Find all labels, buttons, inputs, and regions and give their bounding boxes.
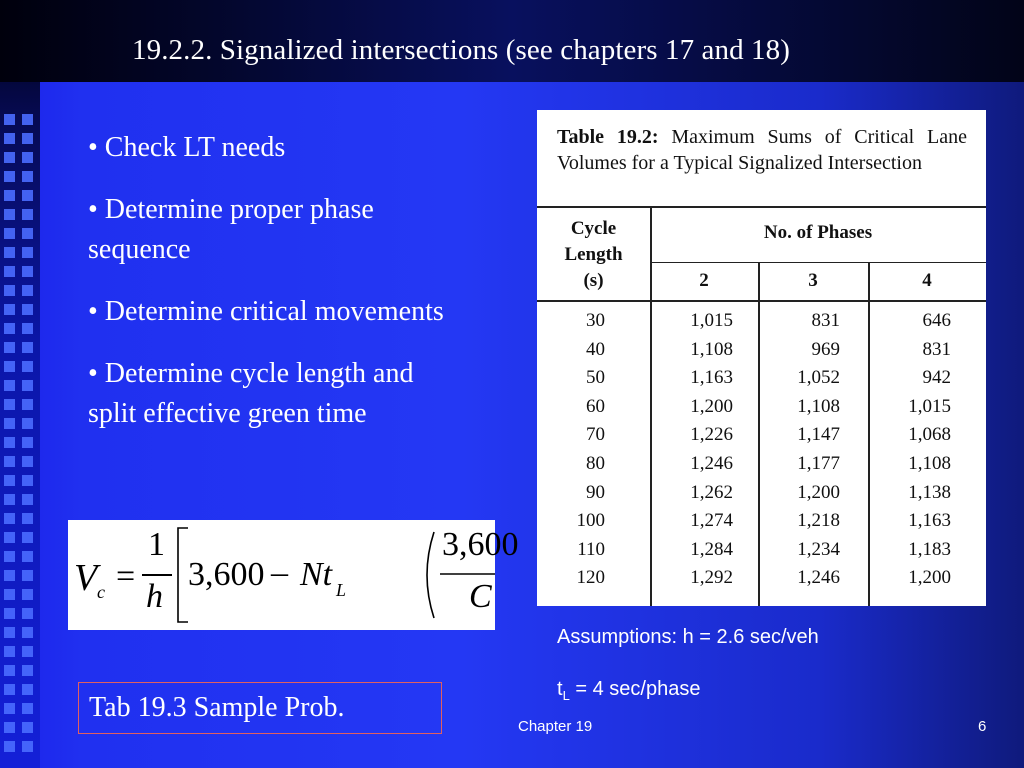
- decorative-dot: [4, 532, 15, 543]
- decorative-dot: [22, 209, 33, 220]
- decorative-dot: [22, 684, 33, 695]
- decorative-dot: [4, 741, 15, 752]
- table-cell-value: 1,108: [908, 453, 951, 474]
- header-cycle-length: [537, 216, 650, 294]
- decorative-dot: [4, 323, 15, 334]
- decorative-dot: [22, 380, 33, 391]
- formula-frac-num: 1: [148, 526, 165, 563]
- table-col-divider-2: [758, 262, 760, 606]
- decorative-dot: [22, 285, 33, 296]
- decorative-dot: [4, 228, 15, 239]
- decorative-dot: [22, 722, 33, 733]
- decorative-dot: [4, 152, 15, 163]
- table-cell-value: 1,234: [797, 538, 840, 560]
- footer-chapter: Chapter 19: [518, 718, 593, 735]
- formula-v-sub: c: [97, 582, 105, 602]
- table-rule-top: [537, 206, 986, 208]
- formula-t-sub: L: [336, 580, 347, 600]
- decorative-dot: [22, 513, 33, 524]
- decorative-dot: [4, 133, 15, 144]
- formula-frac-den: h: [146, 578, 163, 615]
- table-cell-cycle: 90: [586, 481, 605, 503]
- table-cell-value: 1,200: [690, 395, 733, 417]
- table-cell-value: 1,138: [908, 481, 951, 503]
- decorative-dot: [4, 171, 15, 182]
- decorative-dot: [4, 475, 15, 486]
- table-cell-value: 1,163: [908, 510, 951, 532]
- table-caption: [557, 124, 967, 176]
- header-phase-2: 2: [699, 270, 709, 291]
- bullet-item: • Determine cycle length and split effective green time: [88, 358, 414, 429]
- bullet-list: [88, 128, 468, 456]
- table-cell-cycle: 60: [586, 395, 605, 417]
- formula-minus: –: [271, 554, 288, 591]
- decorative-dot: [4, 608, 15, 619]
- decorative-dot: [4, 399, 15, 410]
- decorative-dot: [22, 741, 33, 752]
- decorative-dot: [4, 627, 15, 638]
- decorative-dot: [22, 456, 33, 467]
- formula-n-t: Nt: [300, 556, 333, 593]
- formula-equals: =: [116, 558, 136, 595]
- decorative-dot: [22, 247, 33, 258]
- decorative-dot: [22, 228, 33, 239]
- table-cell-value: 1,246: [690, 453, 733, 474]
- decorative-dot: [22, 190, 33, 201]
- table-cell-cycle: 110: [577, 538, 605, 560]
- table-cell-cycle: 70: [586, 424, 605, 446]
- decorative-dot: [4, 361, 15, 372]
- decorative-dot: [4, 342, 15, 353]
- table-cell-value: 1,015: [908, 395, 951, 417]
- table-cell-value: 1,108: [797, 395, 840, 417]
- decorative-dot: [4, 380, 15, 391]
- table-cell-value: 969: [811, 338, 840, 360]
- assumption-t-sub: L: [562, 688, 570, 703]
- dot-column-right: [22, 114, 34, 760]
- table-cell-value: 1,183: [908, 538, 951, 560]
- decorative-dot: [4, 513, 15, 524]
- formula-v: V: [74, 557, 98, 599]
- table-cell-value: 1,200: [908, 567, 951, 589]
- bullet-item: • Determine critical movements: [88, 296, 444, 327]
- assumption-lost-time-value: = 4 sec/phase: [569, 678, 701, 700]
- decorative-dot: [22, 323, 33, 334]
- decorative-dot: [22, 114, 33, 125]
- table-cell-value: 1,147: [797, 424, 840, 446]
- decorative-dot: [4, 266, 15, 277]
- slide-title: 19.2.2. Signalized intersections (see chapters 17 and 18): [132, 34, 791, 66]
- decorative-dot: [22, 570, 33, 581]
- table-cell-value: 1,292: [690, 567, 733, 589]
- bullet-item: • Determine proper phase sequence: [88, 194, 374, 265]
- decorative-dot: [4, 494, 15, 505]
- formula-inner-den: C: [469, 578, 492, 615]
- decorative-dot: [22, 608, 33, 619]
- table-cell-value: 1,177: [797, 453, 840, 474]
- decorative-dot: [22, 304, 33, 315]
- table-cell-cycle: 80: [586, 453, 605, 474]
- header-cycle-line: Length: [564, 244, 623, 265]
- decorative-dot: [4, 722, 15, 733]
- decorative-dot: [22, 418, 33, 429]
- decorative-dot: [22, 342, 33, 353]
- table-cell-value: 1,274: [690, 510, 733, 532]
- decorative-dot: [4, 551, 15, 562]
- table-col-divider-1: [650, 206, 652, 606]
- bullet-item: • Check LT needs: [88, 132, 286, 163]
- table-cell-cycle: 120: [576, 567, 605, 589]
- decorative-dot: [22, 361, 33, 372]
- footer-page-number: 6: [978, 718, 987, 735]
- decorative-dot: [22, 133, 33, 144]
- decorative-dot: [22, 399, 33, 410]
- table-cell-value: 1,218: [797, 510, 840, 532]
- decorative-dot: [22, 475, 33, 486]
- table-rule-phases: [650, 262, 986, 263]
- decorative-dot: [4, 646, 15, 657]
- decorative-dot: [22, 266, 33, 277]
- decorative-dot: [4, 703, 15, 714]
- decorative-dot: [4, 665, 15, 676]
- table-19-2-image: [537, 110, 986, 606]
- table-cell-cycle: 40: [586, 338, 605, 360]
- table-cell-value: 1,200: [797, 481, 840, 503]
- assumption-headway: Assumptions: h = 2.6 sec/veh: [557, 626, 819, 648]
- decorative-dot: [22, 551, 33, 562]
- cycle-length-formula: [68, 520, 519, 630]
- table-cell-cycle: 50: [586, 367, 605, 389]
- decorative-dot: [22, 532, 33, 543]
- decorative-dot: [4, 114, 15, 125]
- table-cell-value: 831: [811, 310, 840, 331]
- decorative-dot: [22, 589, 33, 600]
- decorative-dot: [22, 646, 33, 657]
- decorative-dot: [4, 304, 15, 315]
- decorative-dot: [4, 570, 15, 581]
- table-cell-cycle: 30: [586, 310, 605, 331]
- table-cell-value: 942: [922, 367, 951, 389]
- decorative-dot: [4, 589, 15, 600]
- table-cell-cycle: 100: [576, 510, 605, 532]
- decorative-dot: [22, 152, 33, 163]
- decorative-dot: [4, 418, 15, 429]
- decorative-dot: [4, 285, 15, 296]
- header-no-of-phases: No. of Phases: [763, 222, 873, 243]
- formula-constant: 3,600: [188, 556, 265, 593]
- header-cycle-line: (s): [583, 270, 604, 291]
- decorative-dot: [4, 190, 15, 201]
- assumption-lost-time: [557, 678, 700, 703]
- decorative-dot: [22, 171, 33, 182]
- table-cell-value: 1,052: [797, 367, 840, 389]
- decorative-dot: [4, 456, 15, 467]
- table-rule-header: [537, 300, 986, 302]
- decorative-dot: [4, 684, 15, 695]
- table-cell-value: 1,163: [690, 367, 733, 389]
- table-col-divider-3: [868, 262, 870, 606]
- table-cell-value: 646: [922, 310, 951, 331]
- header-phase-3: 3: [808, 270, 818, 291]
- dot-column-left: [4, 114, 16, 760]
- table-cell-value: 1,108: [690, 338, 733, 360]
- header-phase-4: 4: [922, 270, 932, 291]
- decorative-dot: [22, 665, 33, 676]
- table-cell-value: 1,262: [690, 481, 733, 503]
- decorative-dot: [22, 494, 33, 505]
- table-caption-text: Maximum Sums of Critical Lane Volumes for a Typical Signalized Intersection: [557, 126, 967, 174]
- header-cycle-line: Cycle: [570, 218, 617, 239]
- table-cell-value: 1,226: [690, 424, 733, 446]
- sample-problem-label: Tab 19.3 Sample Prob.: [78, 682, 442, 734]
- decorative-dot: [4, 209, 15, 220]
- table-cell-value: 1,015: [690, 310, 733, 331]
- formula-inner-num: 3,600: [442, 526, 519, 563]
- decorative-dot: [4, 437, 15, 448]
- decorative-dot: [22, 437, 33, 448]
- table-cell-value: 1,246: [797, 567, 840, 589]
- table-cell-value: 1,284: [690, 538, 733, 560]
- table-cell-value: 1,068: [908, 424, 951, 446]
- assumption-t: t: [557, 678, 563, 700]
- decorative-dot: [4, 247, 15, 258]
- table-cell-value: 831: [922, 338, 951, 360]
- decorative-dot: [22, 703, 33, 714]
- table-caption-label: Table 19.2:: [557, 126, 659, 148]
- decorative-dot: [22, 627, 33, 638]
